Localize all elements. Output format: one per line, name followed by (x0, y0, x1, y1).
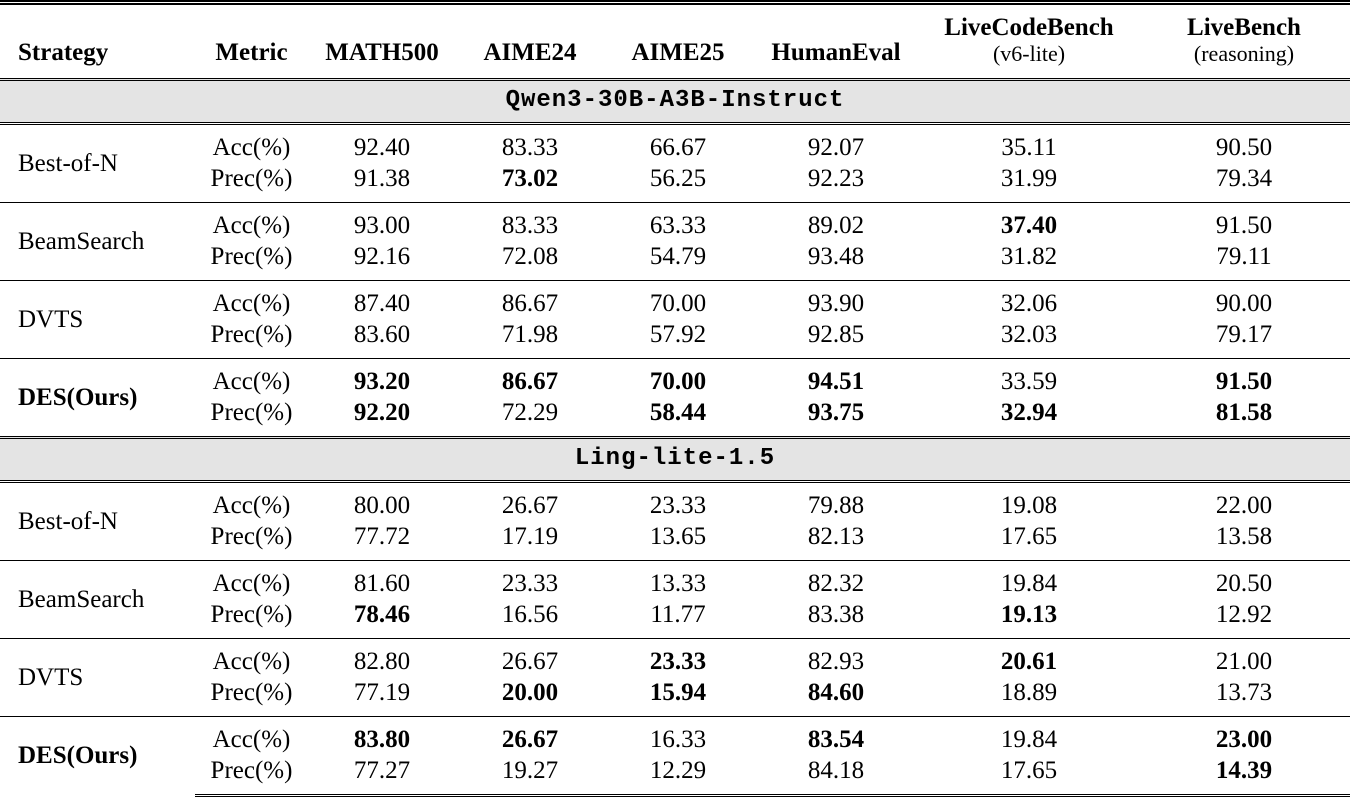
header-row (0, 0, 1350, 79)
metric-label: Acc(%) (195, 560, 308, 599)
column-header-humaneval-label: HumanEval (771, 38, 901, 66)
strategy-label: DES(Ours) (0, 358, 195, 437)
table-row (0, 123, 1350, 163)
metric-value: 13.65 (649, 522, 707, 550)
section-header-label: Qwen3-30B-A3B-Instruct (0, 79, 1350, 123)
metric-value: 83.80 (308, 716, 456, 755)
metric-value: 14.39 (1138, 755, 1350, 796)
metric-value: 87.40 (308, 280, 456, 319)
section-header-row (0, 79, 1350, 123)
table-row (0, 280, 1350, 319)
metric-label: Prec(%) (210, 522, 293, 550)
column-header-livebench (1138, 0, 1350, 79)
table-row (0, 319, 1350, 359)
table-row (0, 521, 1350, 561)
metric-value: 82.13 (807, 522, 865, 550)
metric-label: Prec(%) (210, 398, 293, 426)
metric-value: 78.46 (353, 600, 411, 628)
column-header-math500-label: MATH500 (325, 38, 439, 66)
metric-value: 92.40 (353, 133, 411, 161)
metric-value: 90.00 (1138, 280, 1350, 319)
metric-value: 93.75 (807, 398, 865, 426)
metric-value: 35.11 (1001, 133, 1057, 161)
metric-value: 26.67 (456, 638, 604, 677)
column-header-livebench-label: LiveBench (1187, 14, 1301, 41)
table-top-rule (0, 0, 1350, 5)
metric-value: 81.58 (1215, 398, 1273, 426)
table-row (0, 358, 1350, 397)
metric-value: 91.38 (353, 164, 411, 192)
metric-value: 82.32 (752, 560, 920, 599)
metric-value: 22.00 (1215, 491, 1273, 519)
metric-label: Prec(%) (210, 600, 293, 628)
column-header-strategy (0, 0, 195, 79)
metric-value: 19.13 (1000, 600, 1058, 628)
strategy-label: Best-of-N (18, 507, 118, 535)
metric-value: 84.18 (752, 755, 920, 796)
metric-value: 26.67 (501, 491, 559, 519)
metric-label: Acc(%) (212, 133, 291, 161)
metric-value: 17.65 (1000, 522, 1058, 550)
table-row (0, 560, 1350, 599)
metric-value: 32.06 (920, 280, 1138, 319)
column-header-metric (195, 0, 308, 79)
table-row (0, 163, 1350, 203)
table-row (0, 241, 1350, 281)
column-header-math500 (308, 0, 456, 79)
column-header-humaneval (752, 0, 920, 79)
strategy-label: DVTS (0, 638, 195, 716)
metric-value: 13.58 (1215, 522, 1273, 550)
metric-value: 93.90 (752, 280, 920, 319)
metric-value: 73.02 (501, 164, 559, 192)
metric-value: 23.00 (1138, 716, 1350, 755)
column-header-aime25 (604, 0, 752, 79)
table-row (0, 481, 1350, 521)
strategy-label: BeamSearch (0, 560, 195, 638)
metric-value: 83.54 (752, 716, 920, 755)
metric-value: 37.40 (920, 202, 1138, 241)
column-header-aime24-label: AIME24 (483, 38, 577, 66)
metric-value: 91.50 (1138, 358, 1350, 397)
metric-value: 23.33 (649, 491, 707, 519)
metric-value: 13.33 (604, 560, 752, 599)
metric-label: Acc(%) (212, 491, 291, 519)
metric-label: Prec(%) (210, 242, 293, 270)
column-header-aime25-label: AIME25 (631, 38, 725, 66)
metric-value: 92.16 (353, 242, 411, 270)
metric-value: 26.67 (456, 716, 604, 755)
metric-value: 17.19 (501, 522, 559, 550)
table-row (0, 599, 1350, 639)
metric-value: 33.59 (920, 358, 1138, 397)
column-header-strategy-label: Strategy (18, 38, 109, 66)
metric-value: 57.92 (649, 320, 707, 348)
metric-value: 92.23 (807, 164, 865, 192)
metric-value: 86.67 (456, 280, 604, 319)
metric-value: 92.85 (807, 320, 865, 348)
table-top-rule-gap (0, 2, 1350, 3)
metric-value: 80.00 (353, 491, 411, 519)
metric-label: Prec(%) (210, 320, 293, 348)
metric-value: 79.34 (1215, 164, 1273, 192)
metric-value: 16.56 (501, 600, 559, 628)
metric-value: 63.33 (604, 202, 752, 241)
metric-value: 12.92 (1215, 600, 1273, 628)
metric-label: Acc(%) (195, 202, 308, 241)
metric-value: 56.25 (649, 164, 707, 192)
metric-value: 83.38 (807, 600, 865, 628)
metric-value: 66.67 (649, 133, 707, 161)
metric-value: 19.84 (920, 716, 1138, 755)
metric-value: 91.50 (1138, 202, 1350, 241)
metric-value: 92.20 (353, 398, 411, 426)
metric-value: 84.60 (807, 678, 865, 706)
metric-value: 17.65 (920, 755, 1138, 796)
metric-value: 12.29 (604, 755, 752, 796)
metric-value: 31.82 (1000, 242, 1058, 270)
metric-label: Acc(%) (195, 716, 308, 755)
column-header-aime24 (456, 0, 604, 79)
metric-value: 23.33 (604, 638, 752, 677)
metric-value: 94.51 (752, 358, 920, 397)
metric-value: 70.00 (604, 280, 752, 319)
table-row (0, 638, 1350, 677)
metric-value: 83.60 (353, 320, 411, 348)
metric-value: 20.00 (501, 678, 559, 706)
section-header-row (0, 437, 1350, 481)
table-body (0, 79, 1350, 795)
metric-value: 77.19 (353, 678, 411, 706)
metric-value: 93.00 (308, 202, 456, 241)
table-header (0, 0, 1350, 79)
metric-value: 20.50 (1138, 560, 1350, 599)
column-header-metric-label: Metric (215, 38, 288, 66)
metric-value: 18.89 (1000, 678, 1058, 706)
column-header-livecodebench-sublabel: (v6-lite) (992, 41, 1066, 66)
metric-value: 54.79 (649, 242, 707, 270)
metric-value: 83.33 (501, 133, 559, 161)
table-row (0, 397, 1350, 438)
metric-label: Prec(%) (195, 755, 308, 796)
metric-label: Prec(%) (210, 164, 293, 192)
strategy-label: DES(Ours) (0, 716, 195, 795)
metric-value: 21.00 (1138, 638, 1350, 677)
metric-value: 93.48 (807, 242, 865, 270)
metric-value: 15.94 (649, 678, 707, 706)
metric-value: 81.60 (308, 560, 456, 599)
metric-value: 92.07 (807, 133, 865, 161)
metric-value: 93.20 (308, 358, 456, 397)
metric-value: 77.27 (308, 755, 456, 796)
metric-value: 19.08 (1000, 491, 1058, 519)
metric-label: Acc(%) (195, 358, 308, 397)
metric-value: 79.17 (1215, 320, 1273, 348)
metric-value: 32.94 (1000, 398, 1058, 426)
strategy-label: Best-of-N (18, 149, 118, 177)
metric-label: Prec(%) (210, 678, 293, 706)
metric-value: 13.73 (1215, 678, 1273, 706)
metric-value: 82.93 (752, 638, 920, 677)
metric-value: 16.33 (604, 716, 752, 755)
table-row (0, 202, 1350, 241)
metric-value: 83.33 (456, 202, 604, 241)
table-row (0, 716, 1350, 755)
metric-value: 72.08 (501, 242, 559, 270)
metric-value: 31.99 (1000, 164, 1058, 192)
metric-value: 86.67 (456, 358, 604, 397)
metric-value: 90.50 (1215, 133, 1273, 161)
metric-value: 71.98 (501, 320, 559, 348)
metric-value: 89.02 (752, 202, 920, 241)
column-header-livebench-sublabel: (reasoning) (1193, 41, 1295, 66)
strategy-label: DVTS (0, 280, 195, 358)
section-header-label: Ling-lite-1.5 (0, 437, 1350, 481)
metric-value: 79.88 (807, 491, 865, 519)
metric-value: 20.61 (920, 638, 1138, 677)
column-header-livecodebench-label: LiveCodeBench (944, 14, 1114, 41)
metric-value: 11.77 (650, 600, 706, 628)
metric-value: 32.03 (1000, 320, 1058, 348)
metric-value: 72.29 (501, 398, 559, 426)
column-header-livecodebench (920, 0, 1138, 79)
metric-value: 23.33 (456, 560, 604, 599)
metric-value: 79.11 (1216, 242, 1272, 270)
strategy-label: BeamSearch (0, 202, 195, 280)
metric-value: 82.80 (308, 638, 456, 677)
metric-value: 19.27 (456, 755, 604, 796)
metric-value: 19.84 (920, 560, 1138, 599)
metric-label: Acc(%) (195, 638, 308, 677)
metric-value: 77.72 (353, 522, 411, 550)
table-row (0, 755, 1350, 796)
table-row (0, 677, 1350, 717)
metric-value: 70.00 (604, 358, 752, 397)
metric-value: 58.44 (649, 398, 707, 426)
metric-label: Acc(%) (195, 280, 308, 319)
